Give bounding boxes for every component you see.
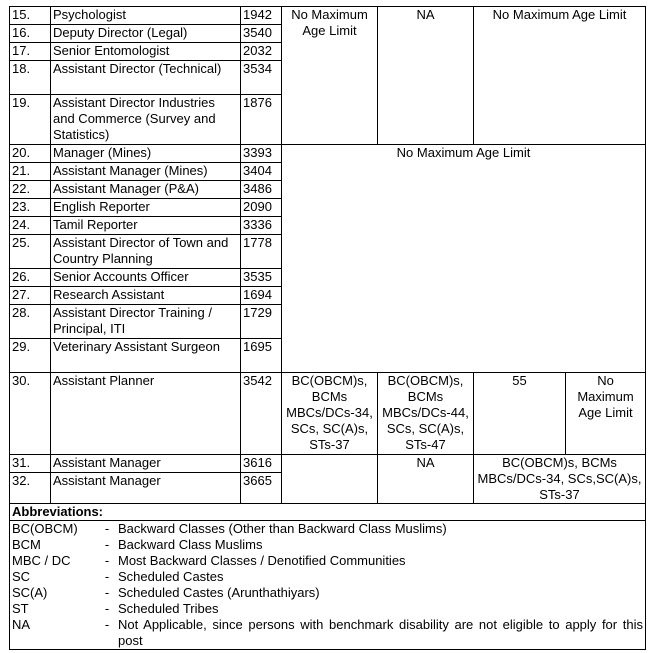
post-code: 1695 <box>241 339 282 373</box>
abbreviation-dash: - <box>104 569 110 584</box>
serial-number: 28. <box>10 305 51 339</box>
post-code: 3540 <box>241 25 282 43</box>
age-limit-row30-col-c: 55 <box>474 373 566 455</box>
table-row <box>10 145 646 163</box>
abbreviation-key: BCM <box>12 537 41 552</box>
serial-number: 19. <box>10 95 51 145</box>
abbreviations-title-row <box>10 504 646 521</box>
serial-number: 24. <box>10 217 51 235</box>
age-limit-group2-merged: No Maximum Age Limit <box>282 145 646 373</box>
post-code: 2090 <box>241 199 282 217</box>
table-row <box>10 455 646 473</box>
abbreviation-value: Most Backward Classes / Denotified Communities <box>118 553 406 568</box>
post-name: Assistant Director Industries and Commerce (Survey and Statistics) <box>51 95 241 145</box>
abbreviation-dash: - <box>104 553 110 568</box>
abbreviation-key: ST <box>12 601 29 616</box>
abbreviation-dash: - <box>104 617 110 632</box>
abbreviation-item <box>12 585 643 601</box>
post-name: Assistant Planner <box>51 373 241 455</box>
table-row <box>10 7 646 25</box>
abbreviations-list <box>12 521 643 649</box>
serial-number: 17. <box>10 43 51 61</box>
post-code: 1778 <box>241 235 282 269</box>
post-name: Veterinary Assistant Surgeon <box>51 339 241 373</box>
post-name: Assistant Manager (P&A) <box>51 181 241 199</box>
serial-number: 21. <box>10 163 51 181</box>
post-code: 3542 <box>241 373 282 455</box>
abbreviation-key: SC <box>12 569 31 584</box>
post-code: 1729 <box>241 305 282 339</box>
post-code: 1876 <box>241 95 282 145</box>
age-limit-row31-col-b: NA <box>378 455 474 504</box>
post-name: Assistant Director Training / Principal, ITI <box>51 305 241 339</box>
abbreviation-dash: - <box>104 601 110 616</box>
serial-number: 27. <box>10 287 51 305</box>
abbreviations-title: Abbreviations: <box>10 504 646 521</box>
table-row <box>10 373 646 455</box>
post-code: 3404 <box>241 163 282 181</box>
age-limit-group1-col-b: NA <box>378 7 474 145</box>
abbreviation-value: Scheduled Castes <box>118 569 224 584</box>
post-name: Assistant Director (Technical) <box>51 61 241 95</box>
abbreviation-value: Scheduled Tribes <box>118 601 219 616</box>
post-code: 3535 <box>241 269 282 287</box>
post-name: Psychologist <box>51 7 241 25</box>
serial-number: 20. <box>10 145 51 163</box>
abbreviation-value: Not Applicable, since persons with benchmark disability are not eligible to apply for this post <box>118 617 643 648</box>
abbreviations-row <box>10 521 646 650</box>
abbreviation-dash: - <box>104 537 110 552</box>
serial-number: 29. <box>10 339 51 373</box>
serial-number: 18. <box>10 61 51 95</box>
abbreviation-dash: - <box>104 521 110 536</box>
post-code: 3665 <box>241 473 282 504</box>
post-name: Assistant Manager <box>51 455 241 473</box>
age-limit-row30-col-b: BC(OBCM)s, BCMs MBCs/DCs-44, SCs, SC(A)s, STs-47 <box>378 373 474 455</box>
serial-number: 23. <box>10 199 51 217</box>
abbreviation-key: MBC / DC <box>12 553 71 568</box>
post-name: Manager (Mines) <box>51 145 241 163</box>
post-code: 1694 <box>241 287 282 305</box>
post-name: Senior Entomologist <box>51 43 241 61</box>
abbreviation-key: SC(A) <box>12 585 48 600</box>
post-code: 3336 <box>241 217 282 235</box>
age-limit-row31-col-cd: BC(OBCM)s, BCMs MBCs/DCs-34, SCs,SC(A)s, STs-37 <box>474 455 646 504</box>
abbreviation-value: Scheduled Castes (Arunthathiyars) <box>118 585 320 600</box>
abbreviation-item <box>12 569 643 585</box>
post-code: 1942 <box>241 7 282 25</box>
abbreviation-item <box>12 617 643 649</box>
document-page <box>9 6 646 650</box>
posts-age-limit-table <box>9 6 646 650</box>
age-limit-row30-col-d: No Maximum Age Limit <box>566 373 646 455</box>
abbreviation-key: NA <box>12 617 31 632</box>
post-name: English Reporter <box>51 199 241 217</box>
age-limit-row31-col-a <box>282 455 378 504</box>
abbreviation-item <box>12 553 643 569</box>
serial-number: 15. <box>10 7 51 25</box>
post-code: 2032 <box>241 43 282 61</box>
post-code: 3486 <box>241 181 282 199</box>
serial-number: 16. <box>10 25 51 43</box>
age-limit-row30-col-a: BC(OBCM)s, BCMs MBCs/DCs-34, SCs, SC(A)s, STs-37 <box>282 373 378 455</box>
abbreviation-dash: - <box>104 585 110 600</box>
post-name: Research Assistant <box>51 287 241 305</box>
abbreviation-value: Backward Class Muslims <box>118 537 263 552</box>
serial-number: 31. <box>10 455 51 473</box>
post-code: 3534 <box>241 61 282 95</box>
serial-number: 30. <box>10 373 51 455</box>
post-code: 3616 <box>241 455 282 473</box>
serial-number: 22. <box>10 181 51 199</box>
post-name: Assistant Manager (Mines) <box>51 163 241 181</box>
post-name: Assistant Director of Town and Country Planning <box>51 235 241 269</box>
age-limit-group1-col-a: No Maximum Age Limit <box>282 7 378 145</box>
serial-number: 32. <box>10 473 51 504</box>
abbreviation-key: BC(OBCM) <box>12 521 78 536</box>
post-name: Deputy Director (Legal) <box>51 25 241 43</box>
post-name: Senior Accounts Officer <box>51 269 241 287</box>
abbreviation-item <box>12 601 643 617</box>
post-name: Tamil Reporter <box>51 217 241 235</box>
abbreviation-item <box>12 537 643 553</box>
serial-number: 25. <box>10 235 51 269</box>
age-limit-group1-col-cd: No Maximum Age Limit <box>474 7 646 145</box>
abbreviation-value: Backward Classes (Other than Backward Class Muslims) <box>118 521 447 536</box>
abbreviations-cell <box>10 521 646 650</box>
post-code: 3393 <box>241 145 282 163</box>
post-name: Assistant Manager <box>51 473 241 504</box>
abbreviation-item <box>12 521 643 537</box>
serial-number: 26. <box>10 269 51 287</box>
